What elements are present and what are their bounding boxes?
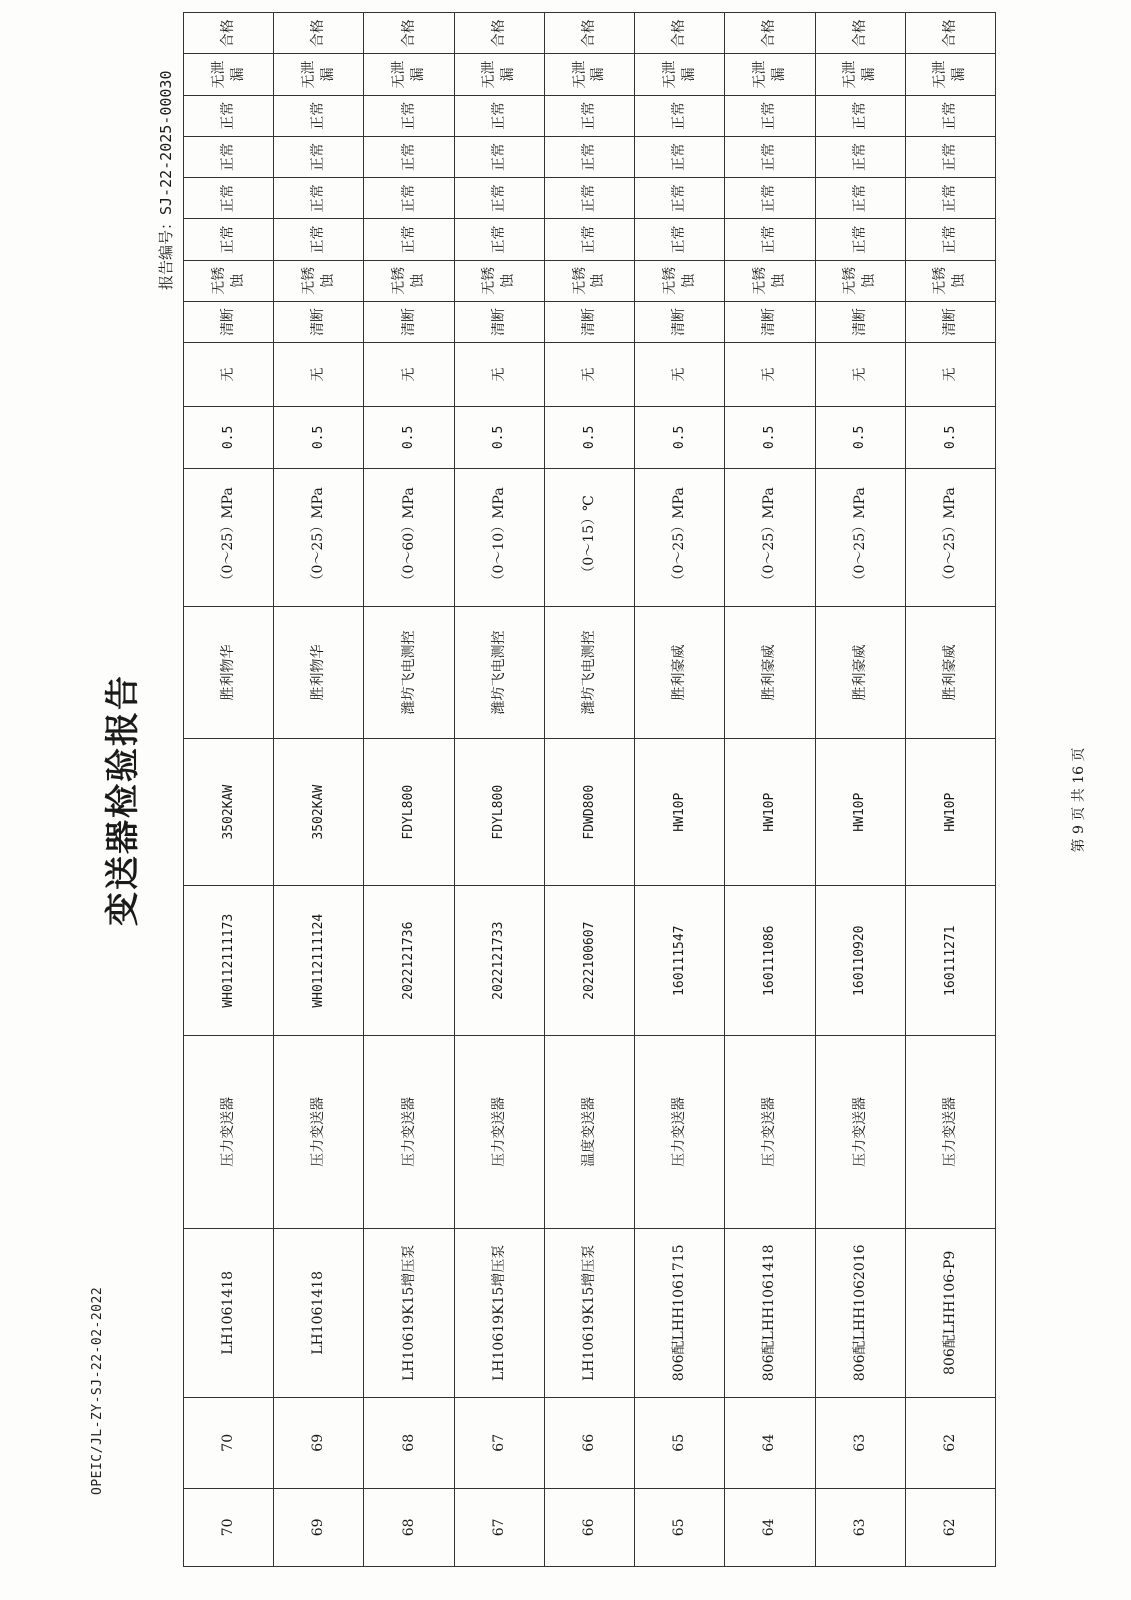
measurement-range: （0～15）℃ [544,468,634,606]
manufacturer: 潍坊飞电测控 [454,607,544,739]
row-number: 65 [635,1488,725,1566]
damage-check: 无 [274,343,364,407]
instrument-type: 压力变送器 [905,1035,995,1228]
item-number: 67 [454,1397,544,1488]
serial-number: 160111086 [725,886,815,1036]
accuracy-class: 0.5 [815,406,905,468]
installed-location: LH1061418 [274,1228,364,1397]
leak-check: 无泄漏 [725,54,815,95]
manufacturer: 胜利豪威 [725,607,815,739]
check-7: 正常 [905,95,995,136]
table-row [635,13,725,1567]
instrument-type: 压力变送器 [454,1035,544,1228]
table-row [454,13,544,1567]
accuracy-class: 0.5 [364,406,454,468]
check-4: 正常 [905,219,995,260]
corrosion-check: 无锈蚀 [184,260,274,301]
measurement-range: （0～25）MPa [184,468,274,606]
check-5: 正常 [815,178,905,219]
check-5: 正常 [184,178,274,219]
inspection-table [183,12,996,1567]
corrosion-check: 无锈蚀 [544,260,634,301]
leak-check: 无泄漏 [635,54,725,95]
item-number: 68 [364,1397,454,1488]
corrosion-check: 无锈蚀 [725,260,815,301]
check-4: 正常 [544,219,634,260]
check-6: 正常 [815,136,905,177]
model-number: FDWD800 [544,739,634,886]
manufacturer: 潍坊飞电测控 [544,607,634,739]
table-row [274,13,364,1567]
check-4: 正常 [635,219,725,260]
check-6: 正常 [184,136,274,177]
check-4: 正常 [725,219,815,260]
check-6: 正常 [454,136,544,177]
check-4: 正常 [184,219,274,260]
serial-number: 2022121736 [364,886,454,1036]
check-4: 正常 [364,219,454,260]
item-number: 70 [184,1397,274,1488]
row-number: 70 [184,1488,274,1566]
nameplate-check: 清断 [905,301,995,342]
accuracy-class: 0.5 [635,406,725,468]
table-row [725,13,815,1567]
check-5: 正常 [905,178,995,219]
corrosion-check: 无锈蚀 [815,260,905,301]
model-number: FDYL800 [454,739,544,886]
serial-number: 2022121733 [454,886,544,1036]
manufacturer: 胜利物华 [274,607,364,739]
measurement-range: （0～25）MPa [905,468,995,606]
page-number: 第 9 页 共 16 页 [1071,747,1087,853]
item-number: 66 [544,1397,634,1488]
leak-check: 无泄漏 [815,54,905,95]
instrument-type: 压力变送器 [274,1035,364,1228]
manufacturer: 胜利豪威 [905,607,995,739]
row-number: 66 [544,1488,634,1566]
item-number: 62 [905,1397,995,1488]
accuracy-class: 0.5 [725,406,815,468]
corrosion-check: 无锈蚀 [635,260,725,301]
installed-location: 806配LHH1062016 [815,1228,905,1397]
damage-check: 无 [815,343,905,407]
corrosion-check: 无锈蚀 [905,260,995,301]
model-number: 3502KAW [274,739,364,886]
accuracy-class: 0.5 [454,406,544,468]
serial-number: 160110920 [815,886,905,1036]
installed-location: LH1061418 [184,1228,274,1397]
leak-check: 无泄漏 [364,54,454,95]
installed-location: LH10619K15增压泵 [544,1228,634,1397]
item-number: 63 [815,1397,905,1488]
model-number: 3502KAW [184,739,274,886]
corrosion-check: 无锈蚀 [364,260,454,301]
row-number: 62 [905,1488,995,1566]
nameplate-check: 清断 [635,301,725,342]
conclusion: 合格 [364,13,454,54]
check-5: 正常 [725,178,815,219]
check-7: 正常 [364,95,454,136]
instrument-type: 温度变送器 [544,1035,634,1228]
installed-location: LH10619K15增压泵 [364,1228,454,1397]
instrument-type: 压力变送器 [815,1035,905,1228]
nameplate-check: 清断 [544,301,634,342]
damage-check: 无 [364,343,454,407]
damage-check: 无 [725,343,815,407]
measurement-range: （0～25）MPa [815,468,905,606]
item-number: 65 [635,1397,725,1488]
check-4: 正常 [815,219,905,260]
nameplate-check: 清断 [815,301,905,342]
manufacturer: 胜利物华 [184,607,274,739]
accuracy-class: 0.5 [184,406,274,468]
accuracy-class: 0.5 [905,406,995,468]
conclusion: 合格 [905,13,995,54]
manufacturer: 潍坊飞电测控 [364,607,454,739]
check-7: 正常 [635,95,725,136]
nameplate-check: 清断 [274,301,364,342]
instrument-type: 压力变送器 [184,1035,274,1228]
measurement-range: （0～25）MPa [725,468,815,606]
conclusion: 合格 [184,13,274,54]
page-title: 变送器检验报告 [103,674,143,926]
serial-number: 160111271 [905,886,995,1036]
leak-check: 无泄漏 [905,54,995,95]
table-row [905,13,995,1567]
manufacturer: 胜利豪威 [815,607,905,739]
damage-check: 无 [635,343,725,407]
check-5: 正常 [454,178,544,219]
table-row [184,13,274,1567]
model-number: HW10P [815,739,905,886]
serial-number: 2022100607 [544,886,634,1036]
conclusion: 合格 [815,13,905,54]
corrosion-check: 无锈蚀 [274,260,364,301]
table-row [544,13,634,1567]
model-number: FDYL800 [364,739,454,886]
instrument-type: 压力变送器 [725,1035,815,1228]
leak-check: 无泄漏 [274,54,364,95]
document-code: OPEIC/JL-ZY-SJ-22-02-2022 [90,1286,105,1495]
installed-location: 806配LHH1061418 [725,1228,815,1397]
check-6: 正常 [905,136,995,177]
check-6: 正常 [274,136,364,177]
conclusion: 合格 [725,13,815,54]
installed-location: 806配LHH1061715 [635,1228,725,1397]
leak-check: 无泄漏 [184,54,274,95]
check-5: 正常 [635,178,725,219]
conclusion: 合格 [544,13,634,54]
nameplate-check: 清断 [725,301,815,342]
check-5: 正常 [364,178,454,219]
damage-check: 无 [905,343,995,407]
accuracy-class: 0.5 [274,406,364,468]
check-7: 正常 [544,95,634,136]
item-number: 69 [274,1397,364,1488]
check-6: 正常 [725,136,815,177]
row-number: 64 [725,1488,815,1566]
manufacturer: 胜利豪威 [635,607,725,739]
check-6: 正常 [364,136,454,177]
item-number: 64 [725,1397,815,1488]
check-7: 正常 [815,95,905,136]
conclusion: 合格 [635,13,725,54]
measurement-range: （0～10）MPa [454,468,544,606]
check-7: 正常 [725,95,815,136]
leak-check: 无泄漏 [544,54,634,95]
leak-check: 无泄漏 [454,54,544,95]
installed-location: LH10619K15增压泵 [454,1228,544,1397]
serial-number: 160111547 [635,886,725,1036]
check-4: 正常 [454,219,544,260]
nameplate-check: 清断 [454,301,544,342]
damage-check: 无 [454,343,544,407]
table-row [815,13,905,1567]
report-number: 报告编号：SJ-22-2025-00030 [157,70,175,290]
check-5: 正常 [544,178,634,219]
check-7: 正常 [454,95,544,136]
instrument-type: 压力变送器 [635,1035,725,1228]
measurement-range: （0～25）MPa [635,468,725,606]
model-number: HW10P [905,739,995,886]
nameplate-check: 清断 [184,301,274,342]
conclusion: 合格 [454,13,544,54]
row-number: 63 [815,1488,905,1566]
accuracy-class: 0.5 [544,406,634,468]
nameplate-check: 清断 [364,301,454,342]
damage-check: 无 [184,343,274,407]
check-7: 正常 [274,95,364,136]
model-number: HW10P [635,739,725,886]
installed-location: 806配LHH106-P9 [905,1228,995,1397]
row-number: 69 [274,1488,364,1566]
model-number: HW10P [725,739,815,886]
conclusion: 合格 [274,13,364,54]
check-6: 正常 [544,136,634,177]
row-number: 67 [454,1488,544,1566]
row-number: 68 [364,1488,454,1566]
damage-check: 无 [544,343,634,407]
instrument-type: 压力变送器 [364,1035,454,1228]
serial-number: WH0112111173 [184,886,274,1036]
table-row [364,13,454,1567]
corrosion-check: 无锈蚀 [454,260,544,301]
check-6: 正常 [635,136,725,177]
serial-number: WH0112111124 [274,886,364,1036]
check-7: 正常 [184,95,274,136]
measurement-range: （0～25）MPa [274,468,364,606]
measurement-range: （0～60）MPa [364,468,454,606]
check-4: 正常 [274,219,364,260]
check-5: 正常 [274,178,364,219]
